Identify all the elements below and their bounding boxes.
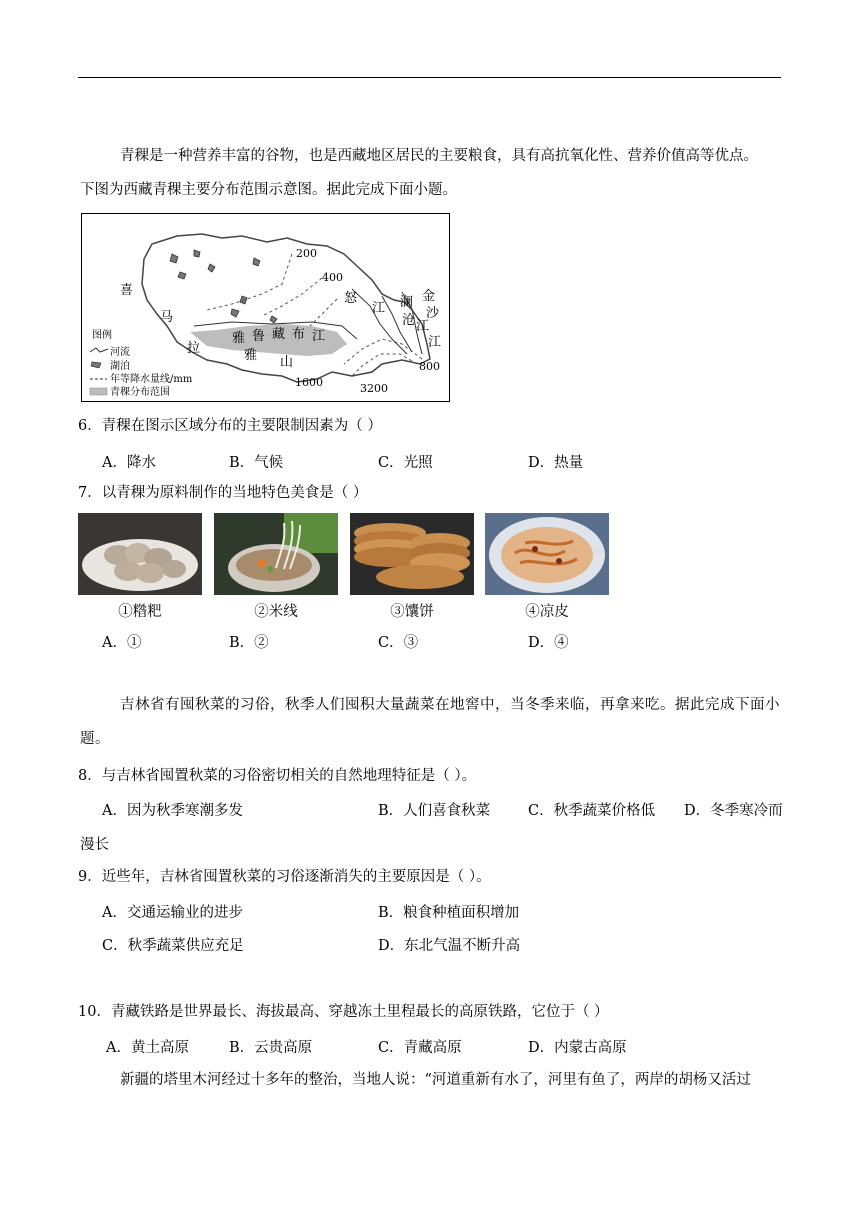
q11-intro: 新疆的塔里木河经过十多年的整治，当地人说：“河道重新有水了，河里有鱼了，两岸的胡杨又活过 [120, 1072, 751, 1088]
intro-line-1: 青稞是一种营养丰富的谷物，也是西藏地区居民的主要粮食，具有高抗氧化性、营养价值高等优点。 [120, 148, 758, 164]
svg-text:江: 江 [416, 319, 430, 334]
lakes [170, 250, 277, 323]
food-caption-2: ②米线 [254, 604, 298, 620]
svg-text:鲁: 鲁 [252, 329, 266, 344]
header-rule [78, 77, 781, 78]
q8-option-b[interactable]: B．人们喜食秋菜 [378, 803, 491, 819]
q7-option-d[interactable]: D．④ [528, 635, 569, 651]
svg-text:金: 金 [422, 289, 436, 304]
q9-stem: 9．近些年，吉林省囤置秋菜的习俗逐渐消失的主要原因是（ ）。 [78, 869, 491, 885]
svg-text:山: 山 [280, 355, 294, 370]
food-photo-naan [350, 513, 474, 595]
food-caption-4: ④凉皮 [525, 604, 569, 620]
svg-text:沙: 沙 [426, 306, 440, 321]
svg-text:雅: 雅 [232, 331, 246, 346]
intro-line-2: 下图为西藏青稞主要分布范围示意图。据此完成下面小题。 [80, 182, 457, 198]
q9-option-a[interactable]: A．交通运输业的进步 [102, 905, 243, 921]
label-xi: 喜 [120, 283, 134, 298]
svg-text:江: 江 [312, 329, 326, 344]
q8-option-d[interactable]: D．冬季寒冷而 [684, 803, 783, 819]
q7-option-b[interactable]: B．② [229, 635, 269, 651]
svg-text:雅: 雅 [244, 348, 258, 363]
svg-text:布: 布 [292, 327, 306, 342]
svg-text:澜: 澜 [400, 295, 414, 310]
svg-text:藏: 藏 [272, 327, 286, 342]
q6-option-d[interactable]: D．热量 [528, 455, 584, 471]
svg-text:湖泊: 湖泊 [110, 361, 130, 372]
q6-option-c[interactable]: C．光照 [378, 455, 433, 471]
q6-option-a[interactable]: A．降水 [102, 455, 156, 471]
q8-stem: 8．与吉林省囤置秋菜的习俗密切相关的自然地理特征是（ ）。 [78, 768, 477, 784]
svg-text:3200: 3200 [360, 382, 388, 395]
q6-stem: 6．青稞在图示区域分布的主要限制因素为（ ） [78, 418, 382, 434]
svg-text:400: 400 [322, 271, 343, 284]
svg-text:江: 江 [428, 335, 442, 350]
svg-text:青稞分布范围: 青稞分布范围 [110, 387, 170, 398]
svg-text:800: 800 [419, 360, 440, 373]
svg-text:年等降水量线/mm: 年等降水量线/mm [110, 374, 193, 385]
q10-option-c[interactable]: C．青藏高原 [378, 1040, 462, 1056]
q10-option-d[interactable]: D．内蒙古高原 [528, 1040, 627, 1056]
svg-text:怒: 怒 [344, 291, 358, 306]
food-photo-rice-noodles [214, 513, 338, 595]
q6-option-b[interactable]: B．气候 [229, 455, 284, 471]
q7-stem: 7．以青稞为原料制作的当地特色美食是（ ） [78, 485, 368, 501]
svg-text:河流: 河流 [110, 347, 130, 358]
svg-text:图例: 图例 [92, 330, 112, 341]
svg-text:江: 江 [372, 301, 386, 316]
food-caption-1: ①糌粑 [118, 604, 162, 620]
q8-9-intro: 吉林省有囤秋菜的习俗，秋季人们囤积大量蔬菜在地窖中，当冬季来临，再拿来吃。据此完成下面小题。 [80, 697, 780, 747]
q10-option-a[interactable]: A．黄土高原 [106, 1040, 189, 1056]
q10-stem: 10．青藏铁路是世界最长、海拔最高、穿越冻土里程最长的高原铁路，它位于（ ） [78, 1004, 609, 1020]
food-photo-tsampa [78, 513, 202, 595]
q8-option-d-cont: 漫长 [80, 837, 109, 853]
q9-option-c[interactable]: C．秋季蔬菜供应充足 [102, 938, 244, 954]
svg-text:200: 200 [296, 247, 317, 260]
q8-option-c[interactable]: C．秋季蔬菜价格低 [528, 803, 656, 819]
q7-option-c[interactable]: C．③ [378, 635, 419, 651]
food-caption-3: ③馕饼 [390, 604, 434, 620]
food-photo-liangpi [485, 513, 609, 595]
svg-text:马: 马 [160, 310, 174, 325]
q7-option-a[interactable]: A．① [102, 635, 142, 651]
q8-option-a[interactable]: A．因为秋季寒潮多发 [102, 803, 243, 819]
map-legend [90, 328, 193, 398]
q10-option-b[interactable]: B．云贵高原 [229, 1040, 313, 1056]
svg-text:沧: 沧 [402, 313, 416, 328]
q9-option-b[interactable]: B．粮食种植面积增加 [378, 905, 520, 921]
svg-text:1600: 1600 [295, 376, 323, 389]
tibet-barley-map [81, 213, 450, 402]
svg-text:拉: 拉 [187, 341, 201, 356]
q9-option-d[interactable]: D．东北气温不断升高 [378, 938, 521, 954]
